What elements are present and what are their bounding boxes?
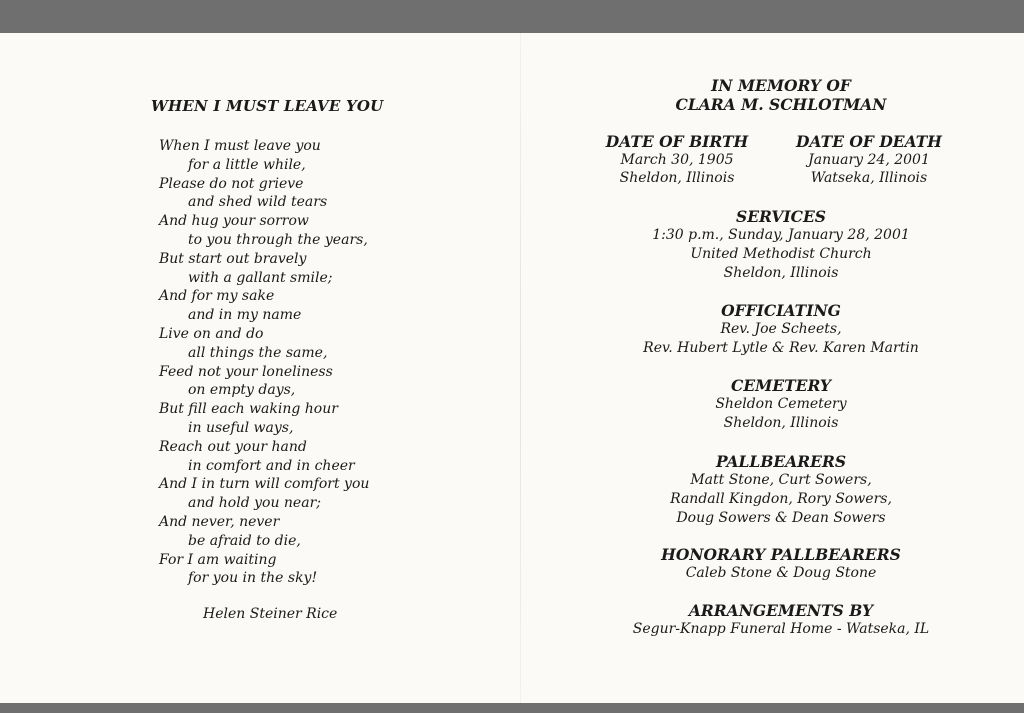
center-fold (520, 33, 521, 703)
poem-line: in useful ways, (188, 419, 294, 436)
pallbearers-line2: Randall Kingdon, Rory Sowers, (670, 491, 892, 507)
birth-column (582, 133, 772, 187)
poem-line: and shed wild tears (188, 194, 328, 211)
cemetery-name: Sheldon Cemetery (715, 396, 847, 412)
honorary-pallbearers-label: HONORARY PALLBEARERS (661, 545, 901, 564)
heading-name: CLARA M. SCHLOTMAN (675, 95, 887, 114)
arrangements-section (578, 601, 984, 639)
death-column (774, 133, 964, 187)
services-venue: United Methodist Church (690, 246, 872, 262)
heading-in-memory: IN MEMORY OF (711, 76, 851, 95)
poem-line: for you in the sky! (188, 570, 318, 587)
honorary-pallbearers-names: Caleb Stone & Doug Stone (685, 565, 877, 581)
poem-line: and hold you near; (188, 495, 321, 512)
memorial-heading (578, 76, 984, 114)
poem-line: with a gallant smile; (188, 269, 333, 286)
officiating-section (578, 301, 984, 358)
birth-place: Sheldon, Illinois (619, 170, 735, 186)
poem-line: When I must leave you (159, 138, 321, 154)
arrangements-funeral-home: Segur-Knapp Funeral Home - Watseka, IL (632, 621, 930, 637)
poem-line: And hug your sorrow (159, 213, 309, 230)
services-place: Sheldon, Illinois (723, 265, 839, 281)
poem-line: And I in turn will comfort you (159, 476, 370, 493)
services-time: 1:30 p.m., Sunday, January 28, 2001 (652, 227, 910, 243)
poem-line: For I am waiting (159, 551, 277, 568)
birth-label: DATE OF BIRTH (605, 132, 749, 151)
poem-line: to you through the years, (188, 231, 368, 248)
poem-body (159, 137, 369, 588)
cemetery-section (578, 376, 984, 433)
pallbearers-section (578, 452, 984, 528)
poem-line: Feed not your loneliness (159, 363, 333, 380)
pallbearers-line1: Matt Stone, Curt Sowers, (690, 472, 872, 488)
officiating-line1: Rev. Joe Scheets, (720, 321, 842, 337)
pallbearers-line3: Doug Sowers & Dean Sowers (676, 510, 886, 526)
poem-line: and in my name (188, 307, 302, 324)
death-label: DATE OF DEATH (796, 132, 942, 151)
services-label: SERVICES (736, 207, 826, 226)
poem-line: And never, never (159, 513, 280, 530)
poem-line: for a little while, (188, 156, 306, 173)
arrangements-label: ARRANGEMENTS BY (688, 601, 874, 620)
officiating-line2: Rev. Hubert Lytle & Rev. Karen Martin (643, 340, 919, 356)
poem-line: be afraid to die, (188, 532, 301, 549)
poem-line: Reach out your hand (159, 438, 307, 455)
services-section (578, 207, 984, 283)
poem-title: WHEN I MUST LEAVE YOU (151, 97, 384, 115)
birth-date: March 30, 1905 (620, 152, 734, 168)
memorial-card (0, 33, 1024, 703)
poem-line: in comfort and in cheer (188, 457, 355, 474)
death-date: January 24, 2001 (808, 152, 930, 168)
poem-line: Please do not grieve (159, 175, 304, 192)
poem-line: But fill each waking hour (159, 401, 338, 418)
poem-line: all things the same, (188, 344, 328, 361)
poem-line: But start out bravely (159, 250, 307, 267)
cemetery-label: CEMETERY (731, 376, 831, 395)
dates-section (582, 133, 982, 193)
poem-line: Live on and do (159, 325, 264, 342)
poem-line: on empty days, (188, 382, 296, 399)
death-place: Watseka, Illinois (810, 170, 928, 186)
honorary-pallbearers-section (578, 545, 984, 583)
officiating-label: OFFICIATING (721, 301, 841, 320)
cemetery-place: Sheldon, Illinois (723, 415, 839, 431)
poem-author: Helen Steiner Rice (203, 606, 338, 622)
poem-line: And for my sake (159, 288, 275, 305)
pallbearers-label: PALLBEARERS (715, 452, 847, 471)
